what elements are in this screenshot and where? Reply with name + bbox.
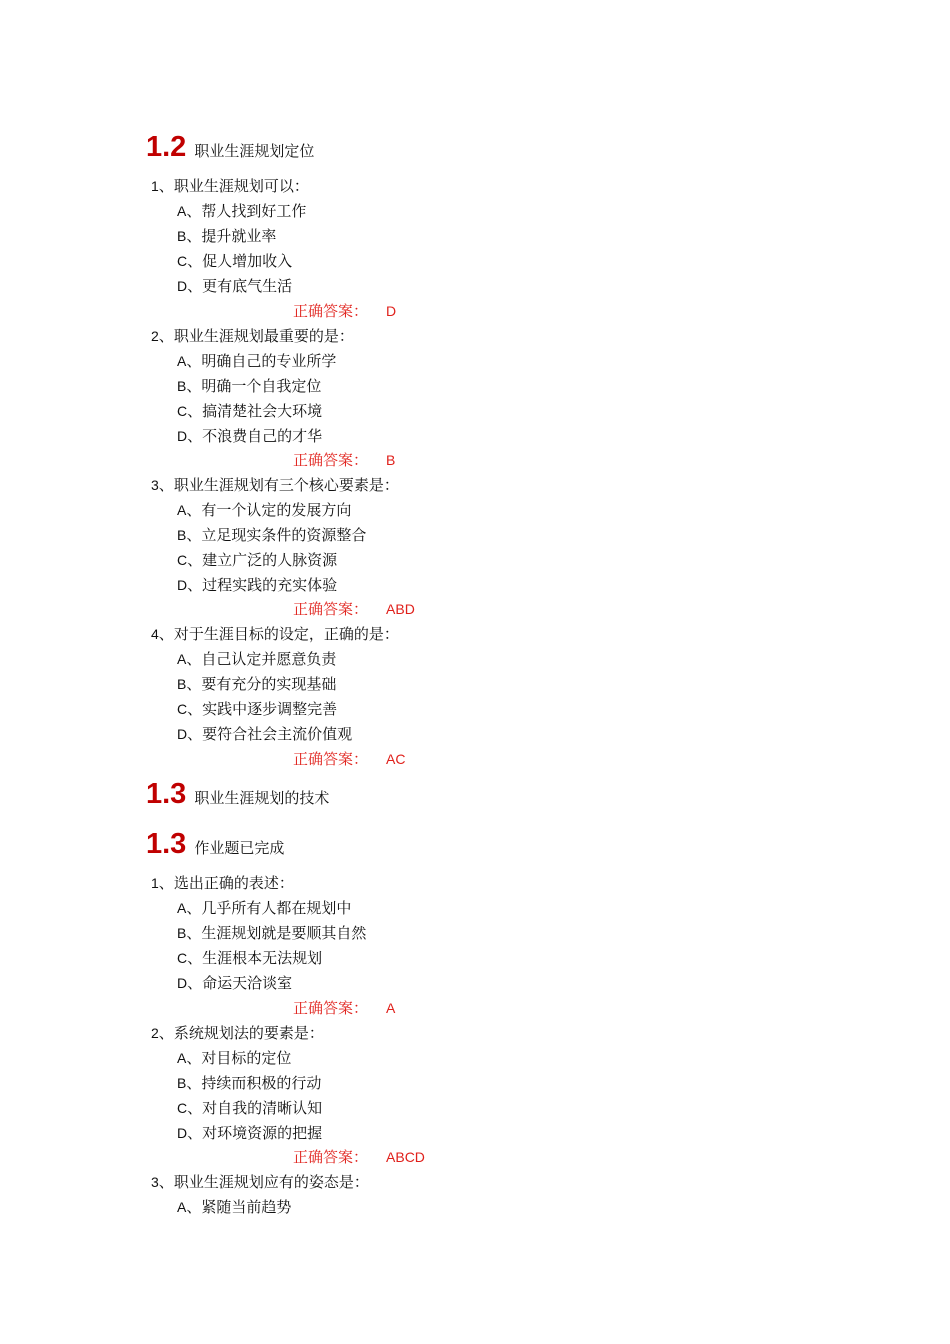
correct-answer: 正确答案： ABCD bbox=[293, 1148, 425, 1166]
question-text: 对于生涯目标的设定，正确的是： bbox=[173, 625, 399, 643]
question: 4、对于生涯目标的设定，正确的是： bbox=[151, 625, 399, 643]
correct-answer: 正确答案： A bbox=[293, 999, 396, 1017]
section-number: 1.3 bbox=[146, 778, 187, 810]
question-text: 职业生涯规划可以： bbox=[173, 177, 309, 195]
option: B、明确一个自我定位 bbox=[177, 377, 322, 395]
option: C、实践中逐步调整完善 bbox=[177, 700, 338, 718]
option: C、搞清楚社会大环境 bbox=[177, 402, 323, 420]
option: B、提升就业率 bbox=[177, 227, 277, 245]
option: B、生涯规划就是要顺其自然 bbox=[177, 924, 367, 942]
section-heading bbox=[146, 828, 284, 861]
question-text: 职业生涯规划应有的姿态是： bbox=[173, 1173, 369, 1191]
section-title: 职业生涯规划的技术 bbox=[194, 789, 330, 807]
option: A、帮人找到好工作 bbox=[177, 202, 307, 220]
option: A、明确自己的专业所学 bbox=[177, 352, 337, 370]
option: B、要有充分的实现基础 bbox=[177, 675, 337, 693]
option: C、促人增加收入 bbox=[177, 252, 293, 270]
answer-value: B bbox=[386, 452, 396, 468]
option: C、生涯根本无法规划 bbox=[177, 949, 323, 967]
option: C、建立广泛的人脉资源 bbox=[177, 551, 338, 569]
question: 1、选出正确的表述： bbox=[151, 874, 294, 892]
option: D、对环境资源的把握 bbox=[177, 1124, 323, 1142]
question: 1、职业生涯规划可以： bbox=[151, 177, 309, 195]
section-number: 1.3 bbox=[146, 828, 187, 860]
answer-value: AC bbox=[386, 751, 406, 767]
correct-answer: 正确答案： ABD bbox=[293, 600, 415, 618]
option: A、几乎所有人都在规划中 bbox=[177, 899, 352, 917]
answer-value: A bbox=[386, 1000, 396, 1016]
question-text: 选出正确的表述： bbox=[173, 874, 294, 892]
section-heading bbox=[146, 131, 314, 164]
section-number: 1.2 bbox=[146, 131, 187, 163]
section-heading bbox=[146, 778, 329, 811]
section-title: 作业题已完成 bbox=[194, 839, 285, 857]
question: 2、系统规划法的要素是： bbox=[151, 1024, 324, 1042]
option: A、对目标的定位 bbox=[177, 1049, 292, 1067]
option: B、立足现实条件的资源整合 bbox=[177, 526, 367, 544]
option: A、紧随当前趋势 bbox=[177, 1198, 292, 1216]
question-text: 系统规划法的要素是： bbox=[173, 1024, 324, 1042]
correct-answer: 正确答案： B bbox=[293, 451, 396, 469]
question-text: 职业生涯规划最重要的是： bbox=[173, 327, 354, 345]
question: 2、职业生涯规划最重要的是： bbox=[151, 327, 354, 345]
section-title: 职业生涯规划定位 bbox=[194, 142, 315, 160]
question: 3、职业生涯规划有三个核心要素是： bbox=[151, 476, 399, 494]
option: B、持续而积极的行动 bbox=[177, 1074, 322, 1092]
option: D、过程实践的充实体验 bbox=[177, 576, 338, 594]
option: D、不浪费自己的才华 bbox=[177, 427, 323, 445]
answer-value: ABD bbox=[386, 601, 415, 617]
answer-value: D bbox=[386, 303, 397, 319]
option: D、命运天洽谈室 bbox=[177, 974, 293, 992]
option: D、要符合社会主流价值观 bbox=[177, 725, 353, 743]
option: A、自己认定并愿意负责 bbox=[177, 650, 337, 668]
option: A、有一个认定的发展方向 bbox=[177, 501, 352, 519]
option: C、对自我的清晰认知 bbox=[177, 1099, 323, 1117]
correct-answer: 正确答案： D bbox=[293, 302, 397, 320]
question: 3、职业生涯规划应有的姿态是： bbox=[151, 1173, 369, 1191]
correct-answer: 正确答案： AC bbox=[293, 750, 406, 768]
answer-value: ABCD bbox=[386, 1149, 425, 1165]
question-text: 职业生涯规划有三个核心要素是： bbox=[173, 476, 399, 494]
option: D、更有底气生活 bbox=[177, 277, 293, 295]
